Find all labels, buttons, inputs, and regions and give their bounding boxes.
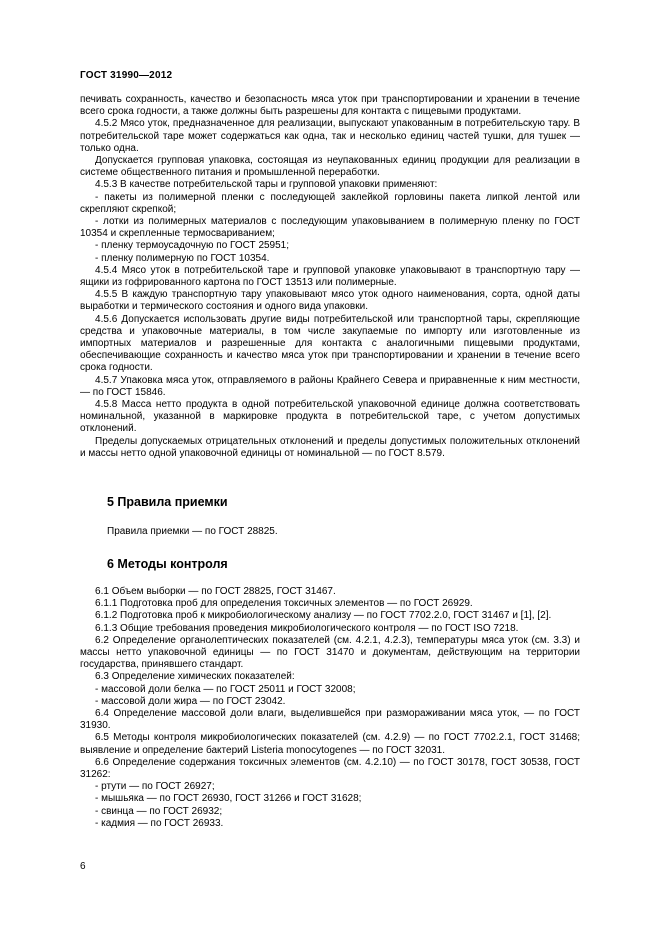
paragraph: 6.1 Объем выборки — по ГОСТ 28825, ГОСТ 31467. (95, 586, 336, 597)
page-number: 6 (80, 861, 86, 872)
paragraph: Допускается групповая упаковка, состоящая из неупакованных единиц продукции для реализации в системе общественного питания и промышленной переработки. (80, 155, 580, 179)
list-item: - мышьяка — по ГОСТ 26930, ГОСТ 31266 и ГОСТ 31628; (95, 793, 362, 805)
list-item: - пленку полимерную по ГОСТ 10354. (95, 252, 270, 264)
paragraph: 6.6 Определение содержания токсичных элементов (см. 4.2.10) — по ГОСТ 30178, ГОСТ 30538, ГОСТ 31262: (80, 756, 580, 781)
paragraph: 6.5 Методы контроля микробиологических показателей (см. 4.2.9) — по ГОСТ 7702.2.1, ГОСТ 31468; выявление и определение бактерий Listeria monocytogenes — по ГОСТ 32031. (80, 732, 580, 756)
paragraph: 4.5.2 Мясо уток, предназначенное для реализации, выпускают упакованным в потребительскую тару. В потребительской таре может содержаться как одна, так и несколько единиц частей тушки, для тушек — только одна. (80, 118, 580, 154)
paragraph: 6.2 Определение органолептических показателей (см. 4.2.1, 4.2.3), температуры мяса уток (см. 3.3) и массы нетто упаковочной единицы — по ГОСТ 31470 и документам, действующим на территории государства, принявшего стандарт. (80, 634, 580, 671)
list-item: - свинца — по ГОСТ 26932; (95, 805, 223, 817)
section-5-heading: 5 Правила приемки (107, 495, 228, 509)
paragraph: 4.5.5 В каждую транспортную тару упаковывают мясо уток одного наименования, сорта, одной даты выработки и термического состояния и одного вида упаковки. (80, 289, 580, 313)
list-item: - пленку термоусадочную по ГОСТ 25951; (95, 240, 290, 252)
paragraph: 4.5.7 Упаковка мяса уток, отправляемого в районы Крайнего Севера и приравненные к ним местности, — по ГОСТ 15846. (80, 374, 580, 398)
list-item: - пакеты из полимерной пленки с последующей заклейкой горловины пакета липкой лентой или скрепляют скрепкой; (80, 191, 580, 215)
list-item: - лотки из полимерных материалов с последующим упаковыванием в полимерную пленку по ГОСТ 10354 и скрепленные термосвариванием; (80, 216, 580, 240)
paragraph: 6.4 Определение массовой доли влаги, выделившейся при размораживании мяса уток, — по ГОСТ 31930. (80, 708, 580, 732)
list-item: - массовой доли белка — по ГОСТ 25011 и ГОСТ 32008; (95, 683, 356, 695)
section-6-body (80, 586, 580, 830)
section-4-continuation (80, 94, 580, 460)
paragraph: 6.3 Определение химических показателей: (95, 671, 295, 683)
document-header: ГОСТ 31990—2012 (80, 70, 173, 81)
paragraph: 4.5.4 Мясо уток в потребительской таре и групповой упаковке упаковывают в транспортную тару — ящики из гофрированного картона по ГОСТ 13513 или полимерные. (80, 264, 580, 289)
paragraph: 4.5.3 В качестве потребительской тары и групповой упаковки применяют: (95, 179, 438, 191)
section-5-text: Правила приемки — по ГОСТ 28825. (107, 526, 278, 537)
paragraph: Пределы допускаемых отрицательных отклонений и пределы допустимых положительных отклонений и массы нетто одной упаковочной единицы от номинальной — по ГОСТ 8.579. (80, 435, 580, 459)
list-item: - ртути — по ГОСТ 26927; (95, 781, 215, 793)
paragraph: 6.1.3 Общие требования проведения микробиологического контроля — по ГОСТ ISO 7218. (95, 622, 519, 634)
paragraph: 6.1.2 Подготовка проб к микробиологическому анализу — по ГОСТ 7702.2.0, ГОСТ 31467 и [1], [2]. (95, 610, 552, 622)
paragraph: 4.5.8 Масса нетто продукта в одной потребительской упаковочной единице должна соответствовать номинальной, указанной в маркировке продукта в потребительской таре, с учетом допустимых отклонений. (80, 399, 580, 435)
paragraph: 6.1.1 Подготовка проб для определения токсичных элементов — по ГОСТ 26929. (95, 598, 473, 610)
list-item: - массовой доли жира — по ГОСТ 23042. (95, 695, 286, 707)
paragraph: печивать сохранность, качество и безопасность мяса уток при транспортировании и хранении в течение всего срока годности, а также должны быть разрешены для контакта с пищевыми продуктами. (80, 94, 580, 118)
section-6-heading: 6 Методы контроля (107, 557, 228, 571)
list-item: - кадмия — по ГОСТ 26933. (95, 817, 224, 829)
paragraph: 4.5.6 Допускается использовать другие виды потребительской или транспортной тары, скрепляющие средства и упаковочные материалы, в том числе закупаемые по импорту или изготовленные из импортных материалов и разрешенные для контакта с аналогичными пищевыми продуктами, обеспечивающие сохранность и качество мяса уток при транспортировании и хранении в течение всего срока годности. (80, 313, 580, 374)
